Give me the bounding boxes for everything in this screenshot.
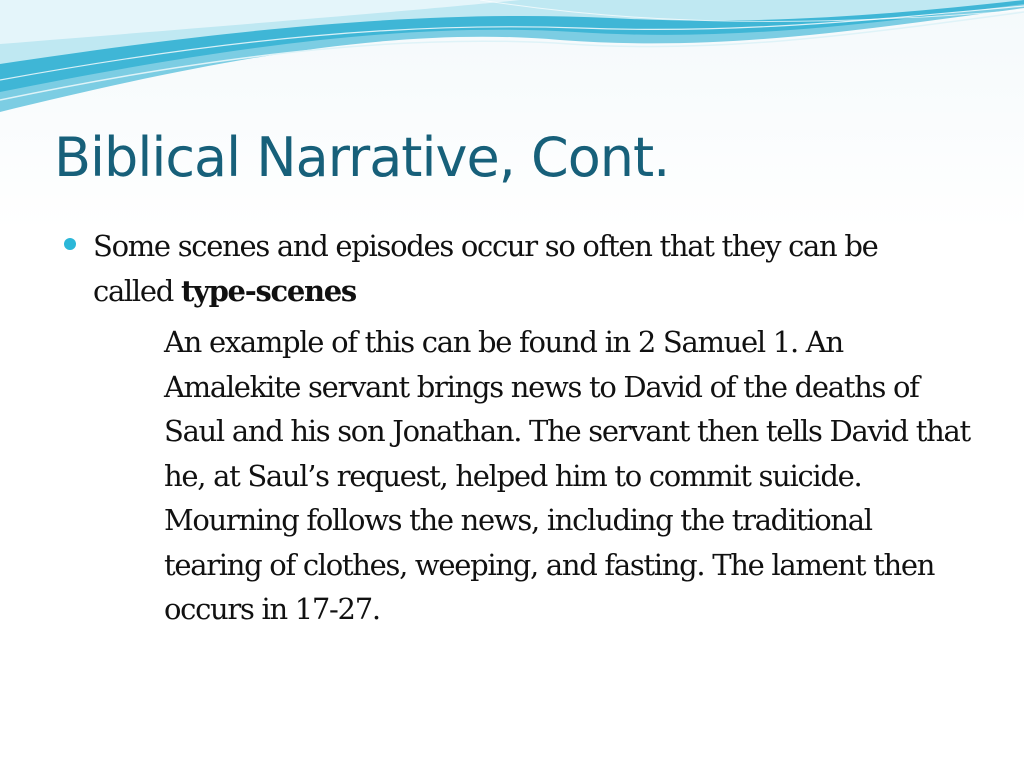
bullet-text bbox=[93, 224, 963, 314]
header-wave-decoration bbox=[0, 0, 1024, 120]
bullet-text-lead: Some scenes and episodes occur so often that they can be called bbox=[93, 229, 878, 308]
example-paragraph: An example of this can be found in 2 Samuel 1. An Amalekite servant brings news to David of the deaths of Saul and his son Jonathan. The servant then tells David that he, at Saul’s request, helped him to commit suicide. Mourning follows the news, including the traditional tearing of clothes, weeping, and fasting. The lament then occurs in 17-27. bbox=[164, 325, 970, 626]
bullet-dot-icon bbox=[64, 238, 76, 250]
bullet-bold-term: type-scenes bbox=[180, 274, 356, 308]
slide-title: Biblical Narrative, Cont. bbox=[54, 126, 670, 189]
